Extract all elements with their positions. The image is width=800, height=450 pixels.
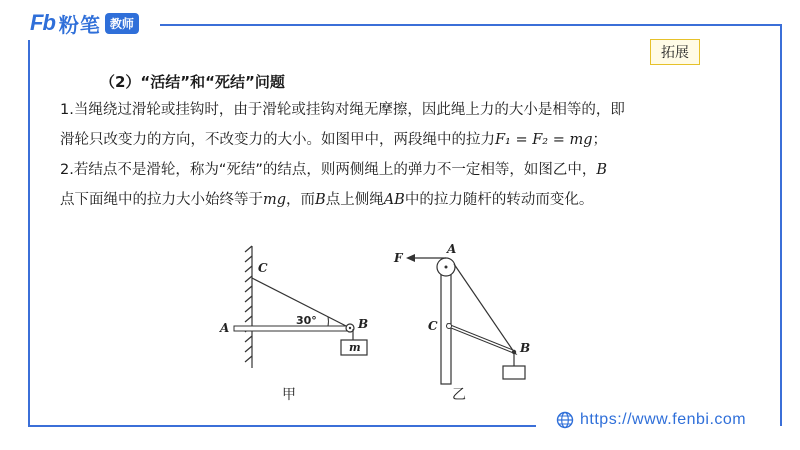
var-b-2: B [315, 192, 326, 208]
brand-mark: Fb [30, 10, 55, 35]
paragraph-2-line-1 [60, 155, 607, 185]
figure-yi [388, 240, 538, 390]
paragraph-2-line-2 [60, 185, 607, 215]
label-c: C [258, 261, 268, 275]
hinge-c [447, 324, 452, 329]
label-a-yi: A [447, 242, 457, 256]
label-c-yi: C [428, 319, 438, 333]
paragraph-2 [60, 155, 607, 215]
caption-jia: 甲 [282, 387, 296, 403]
bottom-rule [30, 425, 536, 427]
globe-icon [556, 411, 574, 429]
paragraph-1-line-1: 1.当绳绕过滑轮或挂钩时，由于滑轮或挂钩对绳无摩擦，因此绳上力的大小是相等的，即 [60, 102, 625, 118]
paragraph-2-line-1-text: 2.若结点不是滑轮，称为“死结”的结点，则两侧绳上的弹力不一定相等，如图乙中， [60, 162, 597, 178]
extension-tag: 拓展 [650, 39, 700, 65]
var-ab: AB [383, 192, 405, 208]
mass-label: m [349, 341, 361, 354]
paragraph-1 [60, 95, 625, 155]
var-b: B [596, 162, 608, 178]
label-b-yi: B [520, 341, 531, 355]
brand-name: 粉笔 [58, 12, 101, 37]
brand-logo [30, 10, 139, 36]
paragraph-1-line-2-text: 滑轮只改变力的方向，不改变力的大小。如图甲中，两段绳中的拉力 [60, 132, 495, 148]
paragraph-1-line-2 [60, 125, 625, 155]
label-b: B [358, 317, 369, 331]
caption-yi: 乙 [452, 387, 466, 403]
paragraph-2-line-2-a: 点下面绳中的拉力大小始终等于 [60, 192, 263, 208]
website-link[interactable] [556, 408, 746, 432]
paragraph-2-line-2-b: ，而 [286, 192, 316, 208]
label-f: F [394, 251, 403, 265]
website-url[interactable]: https://www.fenbi.com [580, 411, 747, 428]
left-rule [28, 40, 30, 427]
section-heading: （2）“活结”和“死结”问题 [100, 73, 285, 91]
rod-ab [234, 326, 350, 331]
angle-label: 30° [296, 314, 317, 327]
label-a: A [220, 321, 230, 335]
brand-badge: 教师 [105, 13, 139, 34]
paragraph-2-line-2-d: 中的拉力随杆的转动而变化。 [404, 192, 594, 208]
var-mg: mg [263, 192, 287, 208]
top-rule [160, 24, 782, 26]
wall [245, 246, 252, 368]
tension-formula: F₁ = F₂ = mg [495, 132, 593, 148]
paragraph-1-line-2-end: ； [592, 132, 608, 148]
vertical-post [441, 274, 451, 384]
paragraph-2-line-2-c: 点上侧绳 [325, 192, 384, 208]
arrow-f [406, 254, 415, 262]
weight-block [503, 366, 525, 379]
right-rule [780, 24, 782, 426]
